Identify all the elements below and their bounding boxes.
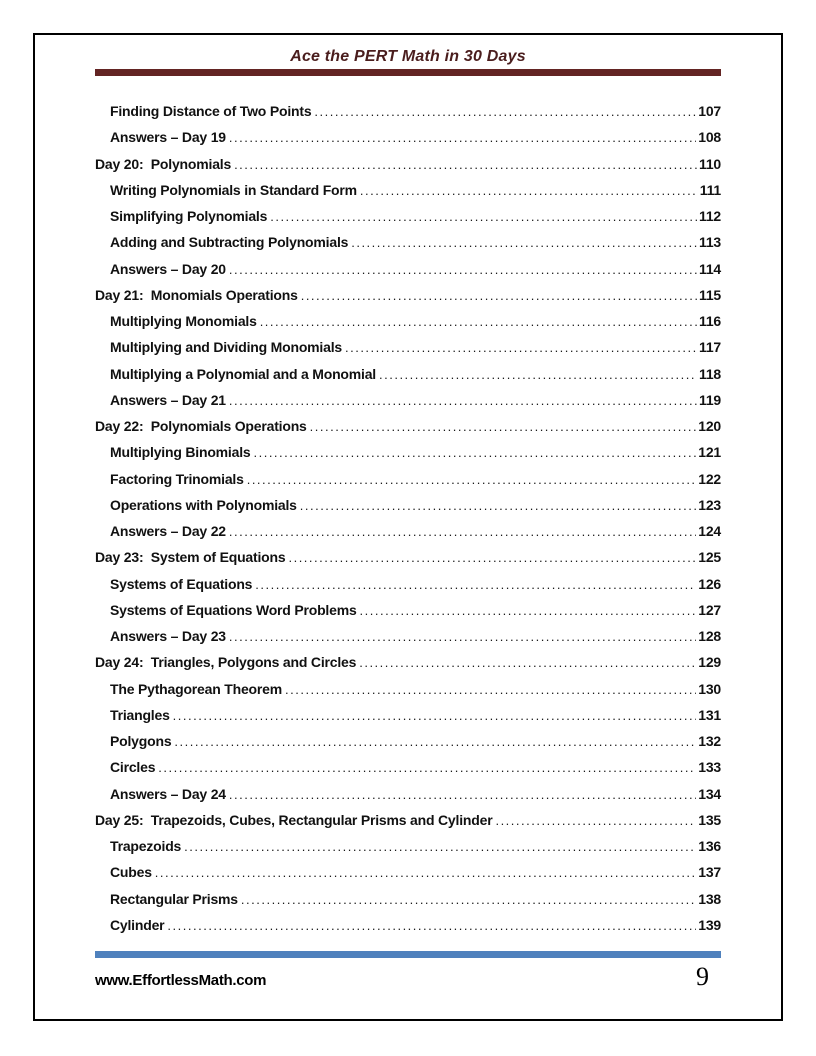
- toc-entry-page: 132: [698, 733, 721, 749]
- toc-entry-page: 116: [699, 313, 721, 329]
- toc-entry: [95, 754, 721, 780]
- toc-entry-page: 110: [699, 155, 721, 172]
- toc-leader-dots: [310, 414, 697, 440]
- toc-entry: [95, 859, 721, 885]
- toc-entry: [95, 334, 721, 360]
- toc-entry-page: 136: [698, 838, 721, 854]
- toc-entry-page: 118: [699, 365, 721, 382]
- toc-entry: [95, 308, 721, 334]
- toc-leader-dots: [301, 283, 697, 309]
- toc-leader-dots: [285, 677, 696, 703]
- book-title: Ace the PERT Math in 30 Days: [290, 48, 526, 65]
- toc-entry-page: 112: [699, 208, 721, 224]
- toc-entry: [95, 597, 721, 623]
- toc-entry-label: Circles: [110, 759, 156, 776]
- toc-entry-label: Answers – Day 19: [110, 129, 226, 146]
- toc-entry-label: Systems of Equations Word Problems: [110, 601, 357, 618]
- toc-entry-page: 107: [698, 103, 721, 119]
- footer-website-link[interactable]: www.EffortlessMath.com: [95, 972, 267, 989]
- toc-leader-dots: [167, 913, 696, 939]
- toc-entry-page: 119: [699, 391, 721, 408]
- toc-entry: [95, 124, 721, 150]
- toc-leader-dots: [360, 178, 698, 204]
- toc-entry-label: Factoring Trinomials: [110, 470, 244, 487]
- toc-entry-label: Answers – Day 22: [110, 523, 226, 539]
- toc-leader-dots: [260, 309, 697, 335]
- toc-leader-dots: [379, 362, 697, 388]
- toc-entry-label: Polygons: [110, 733, 172, 749]
- toc-entry-label: Day 21: Monomials Operations: [95, 286, 298, 303]
- toc-entry-label: Answers – Day 20: [110, 260, 226, 277]
- toc-entry-label: Day 25: Trapezoids, Cubes, Rectangular Prisms and Cylinder: [95, 811, 493, 828]
- toc-leader-dots: [359, 650, 696, 676]
- toc-entry: [95, 676, 721, 702]
- toc-entry-label: Triangles: [110, 706, 170, 723]
- toc-entry-label: Adding and Subtracting Polynomials: [110, 234, 349, 251]
- toc-entry-page: 139: [698, 916, 721, 933]
- toc-entry-page: 125: [698, 549, 721, 566]
- toc-entry-label: Writing Polynomials in Standard Form: [110, 181, 357, 198]
- toc-entry-page: 120: [698, 418, 721, 434]
- toc-entry: [95, 203, 721, 229]
- toc-leader-dots: [229, 624, 696, 650]
- toc-entry-page: 134: [698, 785, 721, 802]
- toc-leader-dots: [255, 572, 696, 598]
- toc-entry: [95, 466, 721, 492]
- toc-entry-page: 114: [699, 260, 721, 277]
- page-footer: [95, 951, 721, 989]
- toc-entry-label: Trapezoids: [110, 838, 182, 854]
- toc-entry-page: 138: [698, 890, 721, 907]
- toc-leader-dots: [184, 834, 696, 860]
- footer-page-number: 9: [696, 962, 709, 991]
- toc-entry-label: Day 20: Polynomials: [95, 155, 232, 172]
- toc-entry-page: 137: [698, 864, 721, 881]
- toc-entry: [95, 571, 721, 597]
- toc-leader-dots: [270, 204, 697, 230]
- toc-entry: [95, 781, 721, 807]
- toc-entry-page: 129: [698, 654, 721, 671]
- toc-entry-label: Operations with Polynomials: [110, 496, 297, 513]
- toc-entry-page: 123: [698, 496, 721, 513]
- toc-entry: [95, 282, 721, 308]
- toc-leader-dots: [288, 545, 696, 571]
- toc-leader-dots: [345, 335, 697, 361]
- toc-leader-dots: [158, 755, 696, 781]
- toc-entry: [95, 439, 721, 465]
- toc-leader-dots: [351, 230, 697, 256]
- toc-entry-page: 117: [699, 339, 721, 356]
- toc-entry-label: Day 23: System of Equations: [95, 549, 286, 566]
- toc-leader-dots: [229, 782, 696, 808]
- toc-entry-label: Finding Distance of Two Points: [110, 103, 312, 119]
- toc-entry-page: 135: [698, 811, 721, 828]
- toc-leader-dots: [234, 152, 697, 178]
- header-rule-bar: [95, 69, 721, 76]
- toc-entry: [95, 912, 721, 938]
- toc-entry-label: Multiplying and Dividing Monomials: [110, 339, 342, 356]
- toc-entry-page: 111: [699, 181, 721, 198]
- toc-entry-label: Day 22: Polynomials Operations: [95, 418, 307, 434]
- toc-entry-page: 124: [698, 523, 721, 539]
- toc-entry: [95, 229, 721, 255]
- toc-entry: [95, 544, 721, 570]
- toc-leader-dots: [229, 125, 696, 151]
- toc-entry-label: Cylinder: [110, 916, 165, 933]
- toc-entry-page: 113: [699, 234, 721, 251]
- toc-entry: [95, 702, 721, 728]
- toc-leader-dots: [155, 860, 696, 886]
- toc-entry-page: 130: [698, 680, 721, 697]
- toc-entry-page: 127: [698, 601, 721, 618]
- toc-leader-dots: [229, 519, 696, 545]
- toc-entry-label: Answers – Day 23: [110, 628, 226, 644]
- toc-leader-dots: [300, 493, 696, 519]
- toc-entry: [95, 177, 721, 203]
- toc-leader-dots: [314, 99, 696, 125]
- toc-entry: [95, 833, 721, 859]
- toc-entry: [95, 623, 721, 649]
- toc-entry: [95, 807, 721, 833]
- toc-entry-page: 115: [699, 286, 721, 303]
- toc-entry: [95, 518, 721, 544]
- toc-entry-label: Day 24: Triangles, Polygons and Circles: [95, 654, 357, 671]
- toc-leader-dots: [247, 467, 697, 493]
- toc-entry: [95, 387, 721, 413]
- toc-entry: [95, 492, 721, 518]
- toc-entry: [95, 886, 721, 912]
- toc-entry-page: 108: [698, 129, 721, 146]
- document-page: [33, 33, 783, 1021]
- toc-entry-page: 131: [698, 706, 721, 723]
- toc-entry-page: 121: [698, 444, 721, 461]
- toc-entry-page: 133: [698, 759, 721, 776]
- toc-entry: [95, 361, 721, 387]
- toc-entry-label: Answers – Day 24: [110, 785, 226, 802]
- toc-entry: [95, 98, 721, 124]
- toc-leader-dots: [174, 729, 696, 755]
- toc-leader-dots: [229, 257, 697, 283]
- toc-entry-label: Multiplying Monomials: [110, 313, 257, 329]
- toc-entry-label: Multiplying Binomials: [110, 444, 251, 461]
- toc-entry-page: 122: [698, 470, 721, 487]
- toc-entry: [95, 728, 721, 754]
- toc-entry-label: Multiplying a Polynomial and a Monomial: [110, 365, 376, 382]
- toc-entry-page: 126: [698, 575, 721, 592]
- toc-entry-label: Simplifying Polynomials: [110, 208, 268, 224]
- toc-leader-dots: [229, 388, 697, 414]
- toc-entry: [95, 256, 721, 282]
- toc-leader-dots: [253, 440, 696, 466]
- toc-entry-page: 128: [698, 628, 721, 644]
- toc-entry-label: Systems of Equations: [110, 575, 253, 592]
- toc-entry: [95, 151, 721, 177]
- footer-rule-bar: [95, 951, 721, 958]
- toc-entry: [95, 413, 721, 439]
- page-header: [95, 35, 721, 76]
- toc-entry-label: Answers – Day 21: [110, 391, 226, 408]
- toc-leader-dots: [241, 887, 696, 913]
- toc-entry-label: Rectangular Prisms: [110, 890, 238, 907]
- toc-leader-dots: [495, 808, 696, 834]
- toc-list: [95, 98, 721, 938]
- toc-entry: [95, 649, 721, 675]
- toc-leader-dots: [360, 598, 697, 624]
- toc-entry-label: The Pythagorean Theorem: [110, 680, 282, 697]
- toc-entry-label: Cubes: [110, 864, 152, 881]
- toc-leader-dots: [173, 703, 697, 729]
